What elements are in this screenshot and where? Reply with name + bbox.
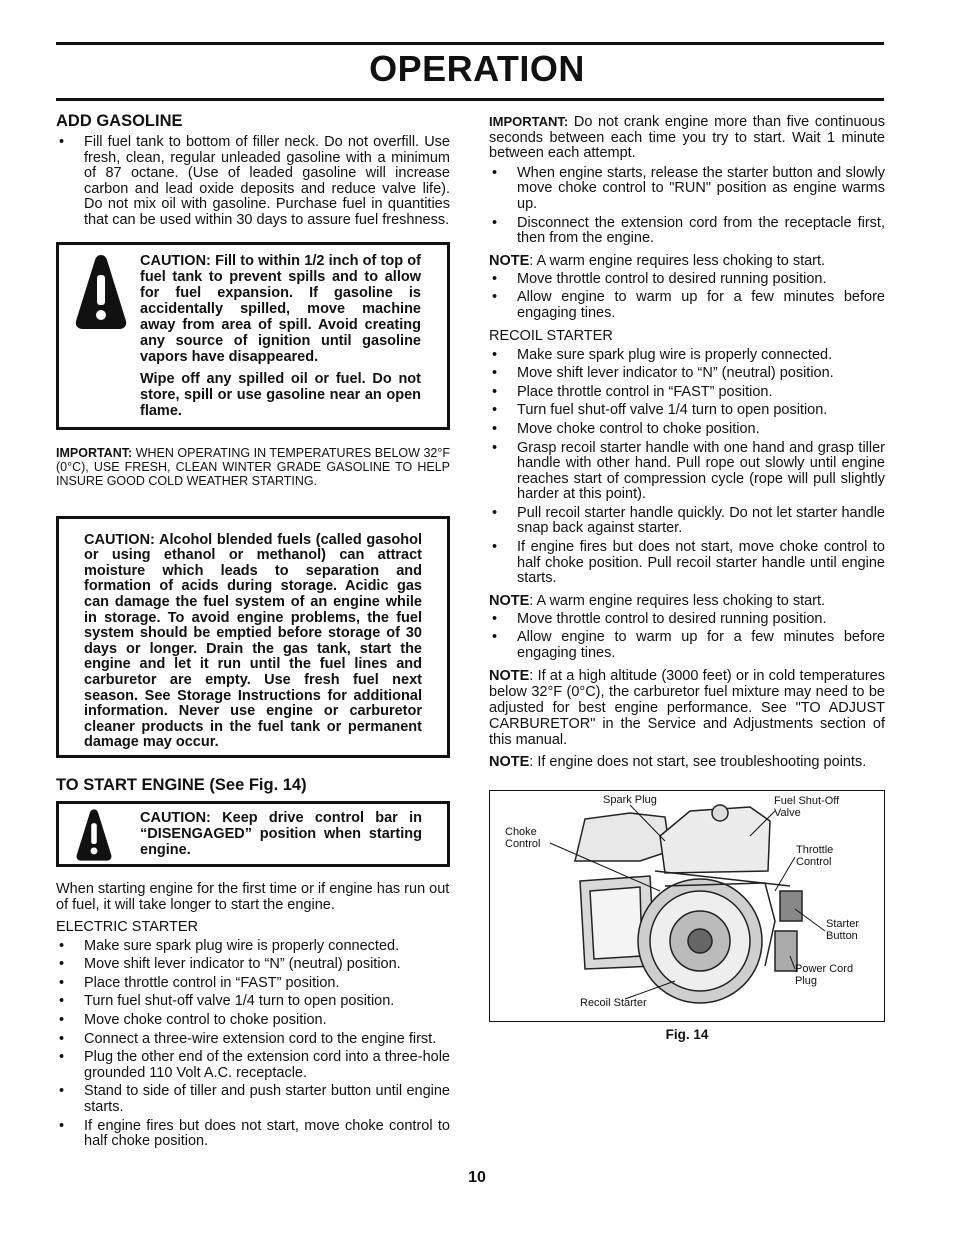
list-item: • Grasp recoil starter handle with one hand and grasp tiller handle with other hand. Pull rope out slowly until engine reaches start of compression cycle (rope will pull slightly harder at this point).: [489, 441, 885, 503]
top-rule: [56, 42, 884, 45]
list-item: • Allow engine to warm up for a few minutes before engaging tines.: [489, 290, 885, 321]
note: [489, 253, 885, 269]
note: [489, 668, 885, 748]
note-label: NOTE: [489, 592, 530, 609]
list-item: • When engine starts, release the starter button and slowly move choke control to "RUN" position as engine warms up.: [489, 166, 885, 213]
start-engine-heading: TO START ENGINE (See Fig. 14): [56, 775, 307, 794]
warm-up-list: [489, 612, 885, 662]
list-item: • Allow engine to warm up for a few minutes before engaging tines.: [489, 630, 885, 661]
important-text: WHEN OPERATING IN TEMPERATURES BELOW 32°F (0°C), USE FRESH, CLEAN WINTER GRADE GASOLINE TO HELP INSURE GOOD COLD WEATHER STARTING.: [56, 445, 450, 488]
list-item: • If engine fires but does not start, move choke control to half choke position. Pull recoil starter handle until engine starts.: [489, 540, 885, 587]
list-item: • Make sure spark plug wire is properly connected.: [56, 939, 450, 955]
list-item: • Place throttle control in “FAST” position.: [56, 976, 450, 992]
list-item: • Fill fuel tank to bottom of filler neck. Do not overfill. Use fresh, clean, regular unleaded gasoline with a minimum of 87 octane. (Use of leaded gasoline will increase carbon and lead oxide deposits and reduce valve life). Do not mix oil with gasoline. Purchase fuel in quantities that can be used within 30 days to assure fuel freshness.: [56, 135, 450, 229]
list-item: • Move throttle control to desired running position.: [489, 612, 885, 628]
label-choke-control: Choke Control: [505, 825, 541, 850]
label-spark-plug: Spark Plug: [603, 793, 657, 806]
caution-box-fuel: [56, 242, 450, 430]
page-number: 10: [468, 1169, 486, 1186]
important-note: [56, 446, 450, 488]
add-gasoline-list: [56, 135, 450, 229]
right-column: [489, 114, 885, 1043]
note: [489, 593, 885, 609]
recoil-starter-heading: RECOIL STARTER: [489, 327, 613, 344]
list-item: • Disconnect the extension cord from the receptacle first, then from the engine.: [489, 216, 885, 247]
label-fuel-shut-off-valve: Fuel Shut-Off Valve: [774, 794, 840, 819]
label-throttle-control: Throttle Control: [796, 843, 834, 868]
note-label: NOTE: [489, 753, 530, 770]
start-intro: When starting engine for the first time or if engine has run out of fuel, it will take longer to start the engine.: [56, 880, 450, 913]
list-item: • Plug the other end of the extension cord into a three-hole grounded 110 Volt A.C. receptacle.: [56, 1050, 450, 1081]
title-underline: [56, 98, 884, 101]
note-text: : A warm engine requires less choking to start.: [529, 252, 826, 269]
list-item: • Move choke control to choke position.: [489, 422, 885, 438]
after-start-list: [489, 166, 885, 247]
list-item: • Move shift lever indicator to “N” (neutral) position.: [489, 366, 885, 382]
warm-up-list: [489, 272, 885, 322]
electric-starter-list: [56, 939, 450, 1150]
recoil-starter-list: [489, 348, 885, 587]
caution-text: Wipe off any spilled oil or fuel. Do not store, spill or use gasoline near an open flame.: [140, 370, 421, 419]
list-item: • Turn fuel shut-off valve 1/4 turn to open position.: [489, 403, 885, 419]
list-item: • Place throttle control in “FAST” position.: [489, 385, 885, 401]
label-starter-button: Starter Button: [826, 917, 860, 942]
warning-icon: [73, 253, 129, 331]
list-item: • Move shift lever indicator to “N” (neutral) position.: [56, 957, 450, 973]
label-recoil-starter: Recoil Starter: [580, 996, 647, 1009]
page-title: OPERATION: [369, 48, 585, 89]
list-item: • If engine fires but does not start, move choke control to half choke position.: [56, 1119, 450, 1150]
important-note: [489, 114, 885, 162]
caution-text: CAUTION: Keep drive control bar in “DISENGAGED” position when starting engine.: [140, 809, 422, 858]
list-item: • Pull recoil starter handle quickly. Do not let starter handle snap back against starter.: [489, 506, 885, 537]
warning-icon: [73, 808, 115, 862]
label-power-cord-plug: Power Cord Plug: [795, 962, 854, 987]
list-item: • Turn fuel shut-off valve 1/4 turn to open position.: [56, 994, 450, 1010]
caution-box-start: [56, 801, 450, 867]
list-item: • Connect a three-wire extension cord to the engine first.: [56, 1032, 450, 1048]
add-gasoline-heading: ADD GASOLINE: [56, 112, 183, 130]
important-label: IMPORTANT:: [56, 445, 133, 460]
note: [489, 754, 885, 770]
figure-caption: Fig. 14: [665, 1026, 709, 1042]
electric-starter-heading: ELECTRIC STARTER: [56, 918, 199, 935]
caution-text: CAUTION: Fill to within 1/2 inch of top of fuel tank to prevent spills and to allow for fuel expansion. If gasoline is accidentally spilled, move machine away from area of spill. Avoid creating any source of ignition until gasoline vapors have disappeared.: [140, 252, 421, 365]
list-item: • Move throttle control to desired running position.: [489, 272, 885, 288]
important-text: Do not crank engine more than five continuous seconds between each time you try to start. Wait 1 minute between each attempt.: [489, 114, 885, 162]
caution-text: CAUTION: Alcohol blended fuels (called gasohol or using ethanol or methanol) can attract moisture which leads to separation and formation of acids during storage. Acidic gas can damage the fuel system of an engine while in storage. To avoid engine problems, the fuel system should be emptied before storage of 30 days or longer. Drain the gas tank, start the engine and let it run until the fuel lines and carburetor are empty. Use fresh fuel next season. See Storage Instructions for additional information. Never use engine or carburetor cleaner products in the fuel tank or permanent damage may occur.: [84, 531, 422, 751]
left-column: [56, 112, 450, 1153]
list-item: • Make sure spark plug wire is properly connected.: [489, 348, 885, 364]
note-text: : If at a high altitude (3000 feet) or in cold temperatures below 32°F (0°C), the carburetor fuel mixture may need to be adjusted for best engine performance. See "TO ADJUST CARBURETOR" in the Service and Adjustments section of this manual.: [489, 667, 885, 748]
note-text: : A warm engine requires less choking to start.: [529, 592, 826, 609]
list-item: • Stand to side of tiller and push starter button until engine starts.: [56, 1084, 450, 1115]
list-item: • Move choke control to choke position.: [56, 1013, 450, 1029]
note-label: NOTE: [489, 252, 530, 269]
important-label: IMPORTANT:: [489, 114, 569, 129]
engine-figure: [489, 790, 885, 1022]
note-text: : If engine does not start, see troubleshooting points.: [529, 753, 867, 770]
note-label: NOTE: [489, 667, 530, 684]
caution-box-alcohol: [56, 516, 450, 758]
